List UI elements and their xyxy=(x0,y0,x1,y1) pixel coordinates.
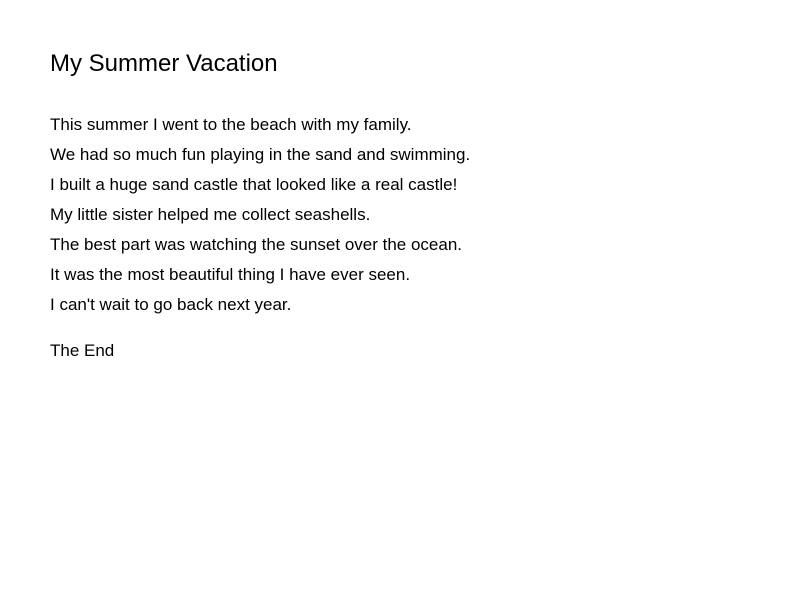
story-line: I built a huge sand castle that looked like a real castle! xyxy=(50,175,458,194)
story-paragraph xyxy=(50,110,470,320)
story-line: We had so much fun playing in the sand and swimming. xyxy=(50,145,471,164)
story-line: I can't wait to go back next year. xyxy=(50,295,292,314)
story-line: It was the most beautiful thing I have ever seen. xyxy=(50,265,411,284)
story-line: The best part was watching the sunset over the ocean. xyxy=(50,235,463,254)
story-ending: The End xyxy=(50,341,115,360)
document-title: My Summer Vacation xyxy=(50,50,278,77)
story-line: My little sister helped me collect seashells. xyxy=(50,205,371,224)
story-line: This summer I went to the beach with my family. xyxy=(50,115,412,134)
